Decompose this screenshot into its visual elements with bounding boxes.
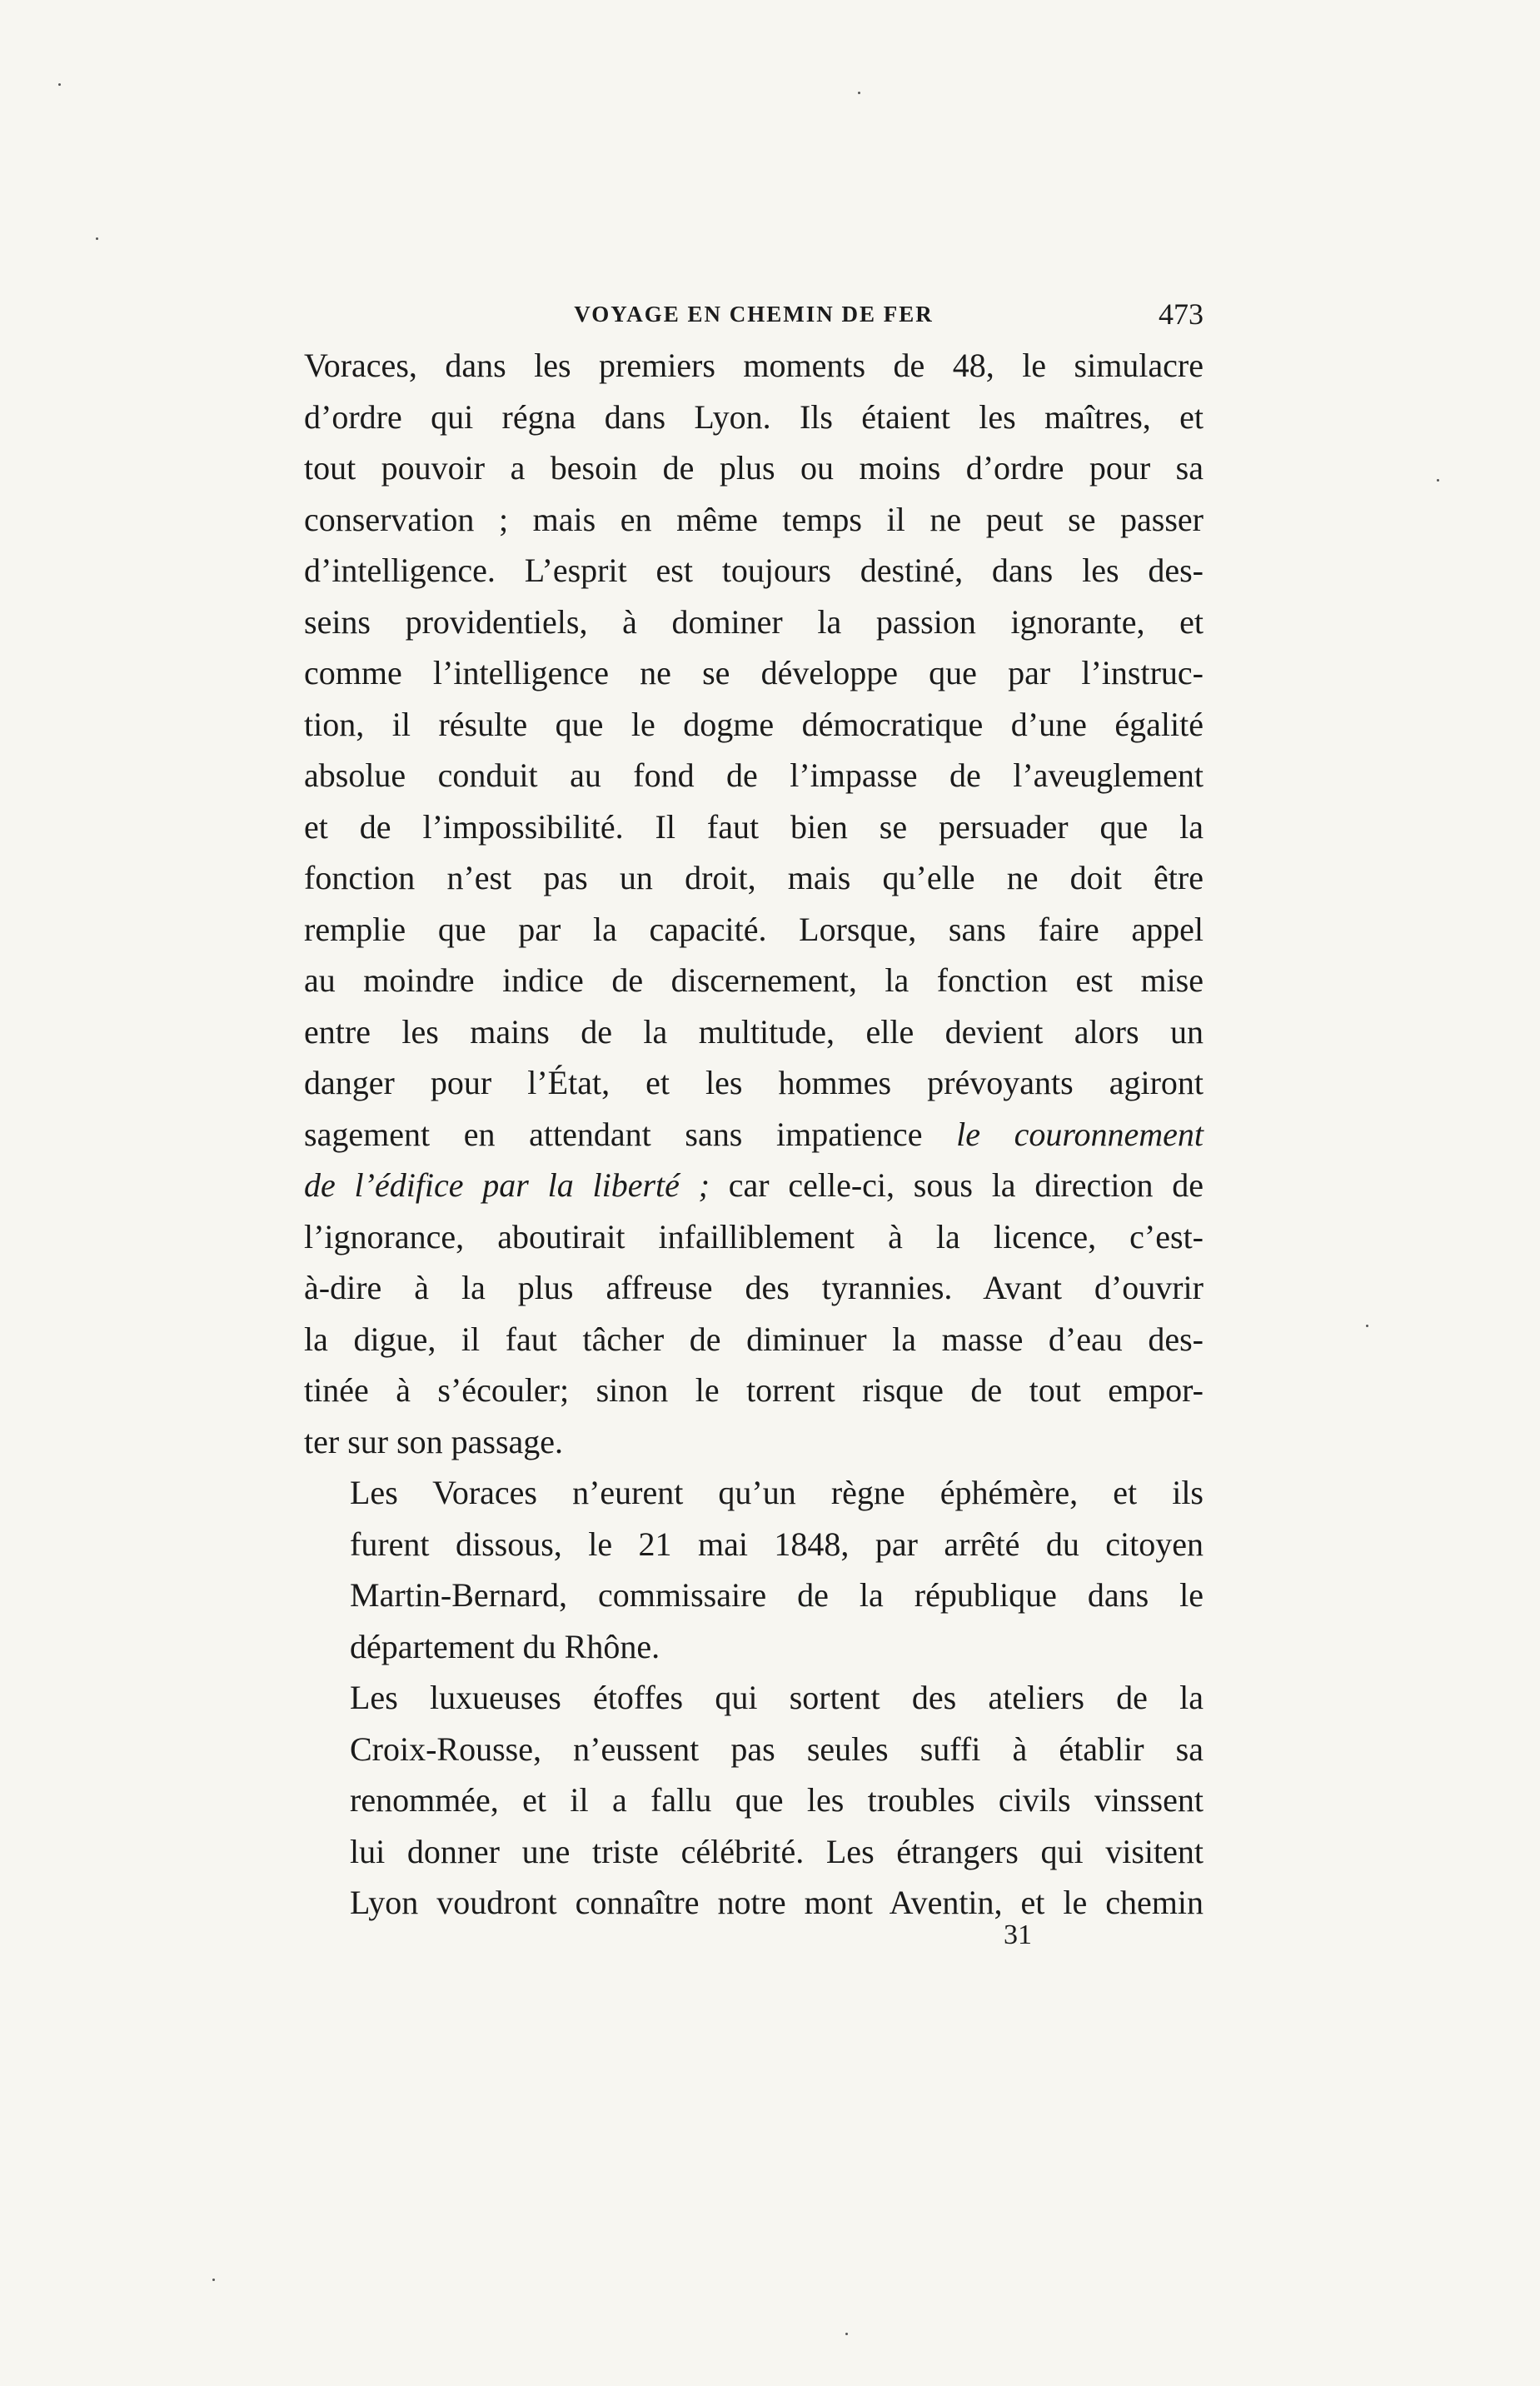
text-line: Lyon voudront connaître notre mont Aventin, et le chemin	[350, 1884, 1204, 1921]
running-head	[304, 293, 1204, 335]
roman-text: car celle-ci, sous la direction de	[710, 1166, 1204, 1204]
scan-speck	[1437, 479, 1439, 482]
text-line: Les Voraces n’eurent qu’un règne éphémère, et ils	[350, 1474, 1204, 1511]
paragraph-3	[304, 1672, 1204, 1929]
text-line: tion, il résulte que le dogme démocratique d’une égalité	[304, 705, 1204, 743]
scan-speck	[858, 92, 860, 94]
text-line: absolue conduit au fond de l’impasse de l’aveuglement	[304, 756, 1204, 794]
text-line: département du Rhône.	[350, 1627, 660, 1665]
scan-speck	[1366, 1325, 1368, 1327]
text-line: à-dire à la plus affreuse des tyrannies. Avant d’ouvrir	[304, 1269, 1204, 1306]
text-line: Les luxueuses étoffes qui sortent des ateliers de la	[350, 1679, 1204, 1716]
text-line: Croix-Rousse, n’eussent pas seules suffi à établir sa	[350, 1730, 1204, 1768]
paragraph-1	[304, 340, 1204, 1467]
italic-text: de l’édifice par la liberté ;	[304, 1166, 710, 1204]
text-line: d’ordre qui régna dans Lyon. Ils étaient les maîtres, et	[304, 397, 1204, 436]
text-line: renommée, et il a fallu que les troubles civils vinssent	[350, 1781, 1204, 1819]
signature-mark: 31	[1004, 1919, 1032, 1950]
text-line: comme l’intelligence ne se développe que par l’instruc-	[304, 654, 1204, 691]
text-line: d’intelligence. L’esprit est toujours destiné, dans les des-	[304, 552, 1204, 589]
text-line: et de l’impossibilité. Il faut bien se persuader que la	[304, 807, 1204, 846]
text-line: la digue, il faut tâcher de diminuer la masse d’eau des-	[304, 1320, 1204, 1358]
text-line: conservation ; mais en même temps il ne peut se passer	[304, 500, 1204, 538]
scan-speck	[96, 237, 98, 240]
body-text	[304, 340, 1204, 1929]
text-line: furent dissous, le 21 mai 1848, par arrêté du citoyen	[350, 1525, 1204, 1563]
text-line: remplie que par la capacité. Lorsque, sans faire appel	[304, 910, 1204, 948]
text-line: tout pouvoir a besoin de plus ou moins d’ordre pour sa	[304, 449, 1204, 487]
page-number: 473	[1159, 297, 1204, 331]
roman-text: sagement en attendant sans impatience	[304, 1115, 957, 1153]
text-line-with-italic	[304, 1109, 1204, 1161]
text-line: lui donner une triste célébrité. Les étrangers qui visitent	[350, 1832, 1204, 1870]
text-line: tinée à s’écouler; sinon le torrent risque de tout empor-	[304, 1371, 1204, 1409]
text-line: l’ignorance, aboutirait infailliblement à la licence, c’est-	[304, 1217, 1204, 1255]
paragraph-2	[304, 1467, 1204, 1672]
text-line: fonction n’est pas un droit, mais qu’elle ne doit être	[304, 859, 1204, 896]
running-title: VOYAGE EN CHEMIN DE FER	[574, 302, 934, 327]
text-line: Martin-Bernard, commissaire de la république dans le	[350, 1576, 1204, 1614]
text-line: ter sur son passage.	[304, 1422, 564, 1460]
scan-speck	[58, 83, 61, 86]
text-line-with-italic	[304, 1160, 1204, 1211]
text-line: Voraces, dans les premiers moments de 48, le simulacre	[304, 347, 1204, 384]
text-line: entre les mains de la multitude, elle devient alors un	[304, 1012, 1204, 1051]
text-line: danger pour l’État, et les hommes prévoyants agiront	[304, 1064, 1204, 1101]
text-line: seins providentiels, à dominer la passion ignorante, et	[304, 602, 1204, 641]
text-line: au moindre indice de discernement, la fonction est mise	[304, 961, 1204, 999]
scan-speck	[845, 2333, 848, 2335]
italic-text: le couronnement	[956, 1115, 1204, 1153]
scan-speck	[212, 2279, 215, 2281]
